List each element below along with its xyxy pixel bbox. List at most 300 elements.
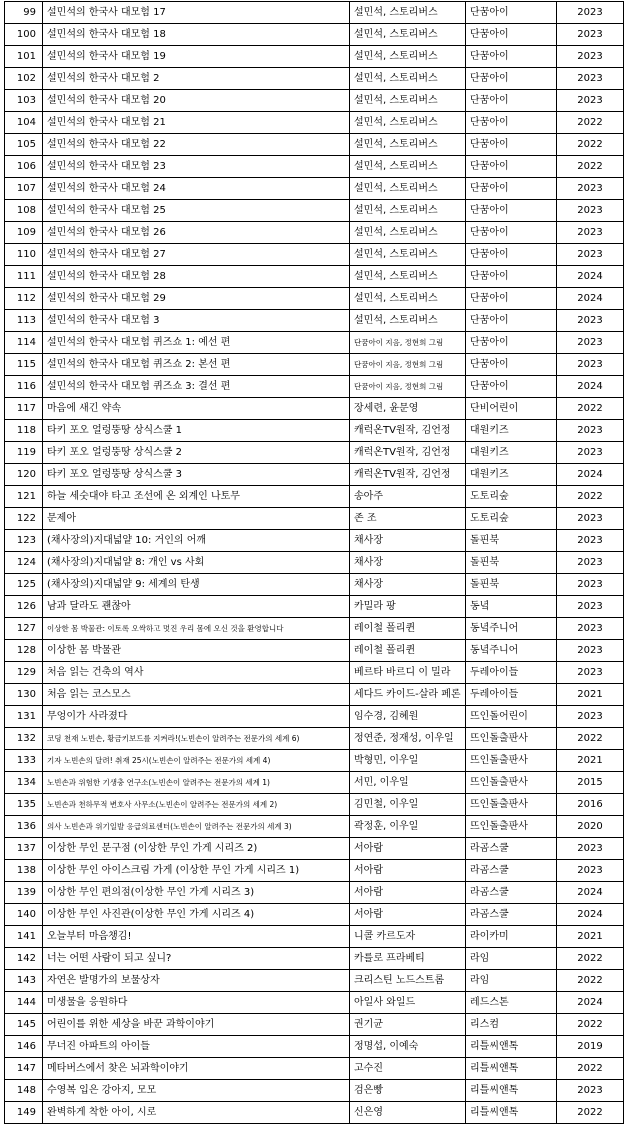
author-cell: 설민석, 스토리버스 bbox=[350, 288, 466, 310]
year-cell: 2023 bbox=[557, 552, 624, 574]
publisher-cell: 리틀씨앤톡 bbox=[466, 1036, 557, 1058]
table-row bbox=[5, 486, 624, 508]
year-cell: 2022 bbox=[557, 134, 624, 156]
author-cell: 박형민, 이우일 bbox=[350, 750, 466, 772]
row-number-cell: 112 bbox=[5, 288, 43, 310]
author-cell: 캐럭온TV원작, 김언정 bbox=[350, 442, 466, 464]
year-cell: 2015 bbox=[557, 772, 624, 794]
row-number-cell: 125 bbox=[5, 574, 43, 596]
year-cell: 2023 bbox=[557, 618, 624, 640]
publisher-cell: 동녘주니어 bbox=[466, 618, 557, 640]
publisher-cell: 두레아이들 bbox=[466, 662, 557, 684]
year-cell: 2024 bbox=[557, 904, 624, 926]
title-cell: 무너진 아파트의 아이들 bbox=[43, 1036, 350, 1058]
title-cell: 너는 어떤 사람이 되고 싶니? bbox=[43, 948, 350, 970]
row-number-cell: 100 bbox=[5, 24, 43, 46]
row-number-cell: 109 bbox=[5, 222, 43, 244]
title-cell: (채사장의)지대넓얕 9: 세계의 탄생 bbox=[43, 574, 350, 596]
table-row bbox=[5, 288, 624, 310]
year-cell: 2024 bbox=[557, 882, 624, 904]
publisher-cell: 단꿈아이 bbox=[466, 46, 557, 68]
author-cell: 채사장 bbox=[350, 574, 466, 596]
table-row bbox=[5, 420, 624, 442]
author-cell: 설민석, 스토리버스 bbox=[350, 156, 466, 178]
title-cell: (채사장의)지대넓얕 10: 거인의 어깨 bbox=[43, 530, 350, 552]
row-number-cell: 113 bbox=[5, 310, 43, 332]
year-cell: 2023 bbox=[557, 508, 624, 530]
author-cell: 단꿈아이 지음, 정현희 그림 bbox=[350, 354, 466, 376]
year-cell: 2021 bbox=[557, 926, 624, 948]
author-cell: 설민석, 스토리버스 bbox=[350, 68, 466, 90]
author-cell: 서민, 이우일 bbox=[350, 772, 466, 794]
author-cell: 레이철 폴리퀸 bbox=[350, 618, 466, 640]
table-row bbox=[5, 354, 624, 376]
title-cell: 어린이를 위한 세상을 바꾼 과학이야기 bbox=[43, 1014, 350, 1036]
row-number-cell: 102 bbox=[5, 68, 43, 90]
publisher-cell: 단꿈아이 bbox=[466, 134, 557, 156]
publisher-cell: 단꿈아이 bbox=[466, 2, 557, 24]
title-cell: 무엉이가 사라졌다 bbox=[43, 706, 350, 728]
title-cell: 설민석의 한국사 대모험 20 bbox=[43, 90, 350, 112]
title-cell: 이상한 무인 편의점(이상한 무인 가게 시리즈 3) bbox=[43, 882, 350, 904]
title-cell: 하늘 세숫대야 타고 조선에 온 외계인 나토무 bbox=[43, 486, 350, 508]
row-number-cell: 110 bbox=[5, 244, 43, 266]
title-cell: 이상한 무인 문구점 (이상한 무인 가게 시리즈 2) bbox=[43, 838, 350, 860]
year-cell: 2023 bbox=[557, 68, 624, 90]
author-cell: 캐럭온TV원작, 김언정 bbox=[350, 464, 466, 486]
year-cell: 2024 bbox=[557, 288, 624, 310]
row-number-cell: 141 bbox=[5, 926, 43, 948]
table-row bbox=[5, 24, 624, 46]
row-number-cell: 130 bbox=[5, 684, 43, 706]
publisher-cell: 단꿈아이 bbox=[466, 332, 557, 354]
title-cell: 노빈손과 위험한 기생충 연구소(노빈손이 알려주는 전문가의 세계 1) bbox=[43, 772, 350, 794]
publisher-cell: 단꿈아이 bbox=[466, 354, 557, 376]
table-row bbox=[5, 464, 624, 486]
table-row bbox=[5, 442, 624, 464]
table-row bbox=[5, 178, 624, 200]
year-cell: 2023 bbox=[557, 2, 624, 24]
table-row bbox=[5, 398, 624, 420]
year-cell: 2022 bbox=[557, 486, 624, 508]
publisher-cell: 라이카미 bbox=[466, 926, 557, 948]
author-cell: 설민석, 스토리버스 bbox=[350, 134, 466, 156]
author-cell: 설민석, 스토리버스 bbox=[350, 90, 466, 112]
row-number-cell: 132 bbox=[5, 728, 43, 750]
year-cell: 2022 bbox=[557, 1014, 624, 1036]
row-number-cell: 136 bbox=[5, 816, 43, 838]
row-number-cell: 139 bbox=[5, 882, 43, 904]
title-cell: 마음에 새긴 약속 bbox=[43, 398, 350, 420]
title-cell: 설민석의 한국사 대모험 19 bbox=[43, 46, 350, 68]
author-cell: 설민석, 스토리버스 bbox=[350, 112, 466, 134]
row-number-cell: 148 bbox=[5, 1080, 43, 1102]
publisher-cell: 리스컴 bbox=[466, 1014, 557, 1036]
title-cell: 설민석의 한국사 대모험 18 bbox=[43, 24, 350, 46]
publisher-cell: 단꿈아이 bbox=[466, 90, 557, 112]
row-number-cell: 124 bbox=[5, 552, 43, 574]
year-cell: 2022 bbox=[557, 970, 624, 992]
title-cell: 설민석의 한국사 대모험 퀴즈쇼 3: 결선 편 bbox=[43, 376, 350, 398]
table-row bbox=[5, 662, 624, 684]
year-cell: 2024 bbox=[557, 464, 624, 486]
publisher-cell: 단꿈아이 bbox=[466, 24, 557, 46]
table-row bbox=[5, 376, 624, 398]
publisher-cell: 뜨인돌출판사 bbox=[466, 816, 557, 838]
author-cell: 아일사 와일드 bbox=[350, 992, 466, 1014]
year-cell: 2023 bbox=[557, 200, 624, 222]
row-number-cell: 142 bbox=[5, 948, 43, 970]
year-cell: 2022 bbox=[557, 156, 624, 178]
publisher-cell: 단꿈아이 bbox=[466, 200, 557, 222]
publisher-cell: 단꿈아이 bbox=[466, 244, 557, 266]
book-list-table bbox=[4, 1, 624, 1124]
author-cell: 설민석, 스토리버스 bbox=[350, 266, 466, 288]
year-cell: 2023 bbox=[557, 244, 624, 266]
publisher-cell: 라곰스쿨 bbox=[466, 860, 557, 882]
table-row bbox=[5, 706, 624, 728]
row-number-cell: 127 bbox=[5, 618, 43, 640]
author-cell: 정연준, 정재성, 이우일 bbox=[350, 728, 466, 750]
table-row bbox=[5, 926, 624, 948]
title-cell: 이상한 무인 아이스크림 가게 (이상한 무인 가게 시리즈 1) bbox=[43, 860, 350, 882]
title-cell: 처음 읽는 건축의 역사 bbox=[43, 662, 350, 684]
author-cell: 임수경, 김혜원 bbox=[350, 706, 466, 728]
title-cell: 설민석의 한국사 대모험 2 bbox=[43, 68, 350, 90]
publisher-cell: 리틀씨앤톡 bbox=[466, 1102, 557, 1124]
row-number-cell: 122 bbox=[5, 508, 43, 530]
row-number-cell: 114 bbox=[5, 332, 43, 354]
row-number-cell: 144 bbox=[5, 992, 43, 1014]
title-cell: 이상한 몸 박물관: 이토록 오싹하고 멋진 우리 몸에 오신 것을 환영합니다 bbox=[43, 618, 350, 640]
author-cell: 권기균 bbox=[350, 1014, 466, 1036]
year-cell: 2024 bbox=[557, 992, 624, 1014]
year-cell: 2022 bbox=[557, 948, 624, 970]
year-cell: 2022 bbox=[557, 112, 624, 134]
year-cell: 2022 bbox=[557, 728, 624, 750]
publisher-cell: 라곰스쿨 bbox=[466, 904, 557, 926]
author-cell: 세다드 카이드-살라 페론 bbox=[350, 684, 466, 706]
year-cell: 2016 bbox=[557, 794, 624, 816]
row-number-cell: 116 bbox=[5, 376, 43, 398]
publisher-cell: 단비어린이 bbox=[466, 398, 557, 420]
publisher-cell: 단꿈아이 bbox=[466, 112, 557, 134]
table-row bbox=[5, 266, 624, 288]
table-row bbox=[5, 574, 624, 596]
title-cell: 완벽하게 착한 아이, 시로 bbox=[43, 1102, 350, 1124]
title-cell: 문제아 bbox=[43, 508, 350, 530]
year-cell: 2023 bbox=[557, 706, 624, 728]
publisher-cell: 두레아이들 bbox=[466, 684, 557, 706]
row-number-cell: 133 bbox=[5, 750, 43, 772]
year-cell: 2020 bbox=[557, 816, 624, 838]
year-cell: 2019 bbox=[557, 1036, 624, 1058]
table-row bbox=[5, 838, 624, 860]
year-cell: 2023 bbox=[557, 332, 624, 354]
title-cell: 이상한 무인 사진관(이상한 무인 가게 시리즈 4) bbox=[43, 904, 350, 926]
year-cell: 2023 bbox=[557, 860, 624, 882]
table-row bbox=[5, 728, 624, 750]
row-number-cell: 147 bbox=[5, 1058, 43, 1080]
publisher-cell: 뜨인돌출판사 bbox=[466, 750, 557, 772]
title-cell: 설민석의 한국사 대모험 퀴즈쇼 1: 예선 편 bbox=[43, 332, 350, 354]
publisher-cell: 뜨인돌어린이 bbox=[466, 706, 557, 728]
year-cell: 2023 bbox=[557, 442, 624, 464]
publisher-cell: 레드스톤 bbox=[466, 992, 557, 1014]
row-number-cell: 115 bbox=[5, 354, 43, 376]
author-cell: 정명섭, 이예숙 bbox=[350, 1036, 466, 1058]
row-number-cell: 99 bbox=[5, 2, 43, 24]
author-cell: 송아주 bbox=[350, 486, 466, 508]
title-cell: 이상한 몸 박물관 bbox=[43, 640, 350, 662]
table-row bbox=[5, 1080, 624, 1102]
year-cell: 2021 bbox=[557, 684, 624, 706]
row-number-cell: 131 bbox=[5, 706, 43, 728]
author-cell: 니콜 카르도자 bbox=[350, 926, 466, 948]
table-row bbox=[5, 46, 624, 68]
author-cell: 베르타 바르디 이 밀라 bbox=[350, 662, 466, 684]
table-row bbox=[5, 112, 624, 134]
row-number-cell: 107 bbox=[5, 178, 43, 200]
year-cell: 2023 bbox=[557, 420, 624, 442]
publisher-cell: 동녘 bbox=[466, 596, 557, 618]
table-row bbox=[5, 684, 624, 706]
table-row bbox=[5, 904, 624, 926]
author-cell: 설민석, 스토리버스 bbox=[350, 244, 466, 266]
publisher-cell: 동녘주니어 bbox=[466, 640, 557, 662]
row-number-cell: 108 bbox=[5, 200, 43, 222]
row-number-cell: 135 bbox=[5, 794, 43, 816]
author-cell: 신은영 bbox=[350, 1102, 466, 1124]
title-cell: 타키 포오 얼렁뚱땅 상식스쿨 2 bbox=[43, 442, 350, 464]
title-cell: 설민석의 한국사 대모험 26 bbox=[43, 222, 350, 244]
table-row bbox=[5, 970, 624, 992]
author-cell: 설민석, 스토리버스 bbox=[350, 200, 466, 222]
author-cell: 단꿈아이 지음, 정현희 그림 bbox=[350, 376, 466, 398]
author-cell: 곽정훈, 이우일 bbox=[350, 816, 466, 838]
year-cell: 2023 bbox=[557, 90, 624, 112]
publisher-cell: 리틀씨앤톡 bbox=[466, 1058, 557, 1080]
title-cell: 코딩 천재 노빈손, 황금키보드를 지켜라!(노빈손이 알려주는 전문가의 세계 6) bbox=[43, 728, 350, 750]
publisher-cell: 리틀씨앤톡 bbox=[466, 1080, 557, 1102]
author-cell: 김민철, 이우일 bbox=[350, 794, 466, 816]
year-cell: 2023 bbox=[557, 640, 624, 662]
row-number-cell: 140 bbox=[5, 904, 43, 926]
publisher-cell: 단꿈아이 bbox=[466, 156, 557, 178]
row-number-cell: 149 bbox=[5, 1102, 43, 1124]
row-number-cell: 118 bbox=[5, 420, 43, 442]
table-row bbox=[5, 948, 624, 970]
publisher-cell: 단꿈아이 bbox=[466, 222, 557, 244]
row-number-cell: 117 bbox=[5, 398, 43, 420]
year-cell: 2023 bbox=[557, 1080, 624, 1102]
publisher-cell: 단꿈아이 bbox=[466, 178, 557, 200]
publisher-cell: 대원키즈 bbox=[466, 420, 557, 442]
author-cell: 서아람 bbox=[350, 860, 466, 882]
publisher-cell: 돌핀북 bbox=[466, 574, 557, 596]
row-number-cell: 104 bbox=[5, 112, 43, 134]
publisher-cell: 뜨인돌출판사 bbox=[466, 794, 557, 816]
publisher-cell: 단꿈아이 bbox=[466, 288, 557, 310]
publisher-cell: 단꿈아이 bbox=[466, 376, 557, 398]
author-cell: 설민석, 스토리버스 bbox=[350, 2, 466, 24]
table-row bbox=[5, 772, 624, 794]
table-row bbox=[5, 750, 624, 772]
table-row bbox=[5, 860, 624, 882]
title-cell: 수영복 입은 강아지, 모모 bbox=[43, 1080, 350, 1102]
year-cell: 2023 bbox=[557, 596, 624, 618]
year-cell: 2023 bbox=[557, 574, 624, 596]
row-number-cell: 123 bbox=[5, 530, 43, 552]
author-cell: 채사장 bbox=[350, 552, 466, 574]
title-cell: 설민석의 한국사 대모험 29 bbox=[43, 288, 350, 310]
title-cell: 남과 달라도 괜찮아 bbox=[43, 596, 350, 618]
publisher-cell: 단꿈아이 bbox=[466, 68, 557, 90]
table-row bbox=[5, 2, 624, 24]
publisher-cell: 라임 bbox=[466, 970, 557, 992]
title-cell: 타키 포오 얼렁뚱땅 상식스쿨 3 bbox=[43, 464, 350, 486]
publisher-cell: 라곰스쿨 bbox=[466, 838, 557, 860]
publisher-cell: 단꿈아이 bbox=[466, 266, 557, 288]
author-cell: 검은빵 bbox=[350, 1080, 466, 1102]
author-cell: 고수진 bbox=[350, 1058, 466, 1080]
row-number-cell: 128 bbox=[5, 640, 43, 662]
table-row bbox=[5, 530, 624, 552]
publisher-cell: 대원키즈 bbox=[466, 442, 557, 464]
title-cell: 노빈손과 천하무적 변호사 사무소(노빈손이 알려주는 전문가의 세계 2) bbox=[43, 794, 350, 816]
table-row bbox=[5, 794, 624, 816]
table-row bbox=[5, 90, 624, 112]
table-row bbox=[5, 156, 624, 178]
title-cell: 처음 읽는 코스모스 bbox=[43, 684, 350, 706]
row-number-cell: 134 bbox=[5, 772, 43, 794]
year-cell: 2023 bbox=[557, 178, 624, 200]
author-cell: 단꿈아이 지음, 정현희 그림 bbox=[350, 332, 466, 354]
title-cell: 설민석의 한국사 대모험 25 bbox=[43, 200, 350, 222]
title-cell: 기자 노빈손의 달려! 취재 25시(노빈손이 알려주는 전문가의 세계 4) bbox=[43, 750, 350, 772]
title-cell: 설민석의 한국사 대모험 17 bbox=[43, 2, 350, 24]
publisher-cell: 돌핀북 bbox=[466, 552, 557, 574]
year-cell: 2023 bbox=[557, 354, 624, 376]
table-row bbox=[5, 68, 624, 90]
publisher-cell: 도토리숲 bbox=[466, 508, 557, 530]
year-cell: 2023 bbox=[557, 530, 624, 552]
author-cell: 레이철 폴리퀸 bbox=[350, 640, 466, 662]
author-cell: 설민석, 스토리버스 bbox=[350, 310, 466, 332]
author-cell: 설민석, 스토리버스 bbox=[350, 46, 466, 68]
book-list-body bbox=[5, 2, 624, 1124]
publisher-cell: 뜨인돌출판사 bbox=[466, 772, 557, 794]
publisher-cell: 대원키즈 bbox=[466, 464, 557, 486]
title-cell: 의사 노빈손과 위기일발 응급의료센터(노빈손이 알려주는 전문가의 세계 3) bbox=[43, 816, 350, 838]
row-number-cell: 120 bbox=[5, 464, 43, 486]
title-cell: 메타버스에서 찾은 뇌과학이야기 bbox=[43, 1058, 350, 1080]
title-cell: 설민석의 한국사 대모험 퀴즈쇼 2: 본선 편 bbox=[43, 354, 350, 376]
author-cell: 캐럭온TV원작, 김언정 bbox=[350, 420, 466, 442]
row-number-cell: 137 bbox=[5, 838, 43, 860]
table-row bbox=[5, 310, 624, 332]
year-cell: 2023 bbox=[557, 46, 624, 68]
row-number-cell: 121 bbox=[5, 486, 43, 508]
publisher-cell: 단꿈아이 bbox=[466, 310, 557, 332]
title-cell: 자연은 발명가의 보물상자 bbox=[43, 970, 350, 992]
row-number-cell: 126 bbox=[5, 596, 43, 618]
title-cell: 미생물을 응원하다 bbox=[43, 992, 350, 1014]
table-row bbox=[5, 508, 624, 530]
table-row bbox=[5, 1102, 624, 1124]
author-cell: 채사장 bbox=[350, 530, 466, 552]
table-row bbox=[5, 1036, 624, 1058]
title-cell: 설민석의 한국사 대모험 27 bbox=[43, 244, 350, 266]
year-cell: 2023 bbox=[557, 222, 624, 244]
year-cell: 2023 bbox=[557, 662, 624, 684]
row-number-cell: 106 bbox=[5, 156, 43, 178]
title-cell: 설민석의 한국사 대모험 3 bbox=[43, 310, 350, 332]
title-cell: 설민석의 한국사 대모험 21 bbox=[43, 112, 350, 134]
title-cell: 설민석의 한국사 대모험 28 bbox=[43, 266, 350, 288]
year-cell: 2024 bbox=[557, 266, 624, 288]
table-row bbox=[5, 992, 624, 1014]
author-cell: 카를로 프라베티 bbox=[350, 948, 466, 970]
title-cell: 설민석의 한국사 대모험 24 bbox=[43, 178, 350, 200]
year-cell: 2022 bbox=[557, 398, 624, 420]
title-cell: (채사장의)지대넓얕 8: 개인 vs 사회 bbox=[43, 552, 350, 574]
row-number-cell: 129 bbox=[5, 662, 43, 684]
year-cell: 2022 bbox=[557, 1102, 624, 1124]
author-cell: 장세련, 윤문영 bbox=[350, 398, 466, 420]
year-cell: 2023 bbox=[557, 838, 624, 860]
year-cell: 2023 bbox=[557, 310, 624, 332]
year-cell: 2022 bbox=[557, 1058, 624, 1080]
author-cell: 서아람 bbox=[350, 882, 466, 904]
year-cell: 2023 bbox=[557, 24, 624, 46]
table-row bbox=[5, 640, 624, 662]
row-number-cell: 145 bbox=[5, 1014, 43, 1036]
row-number-cell: 146 bbox=[5, 1036, 43, 1058]
table-row bbox=[5, 882, 624, 904]
title-cell: 타키 포오 얼렁뚱땅 상식스쿨 1 bbox=[43, 420, 350, 442]
author-cell: 설민석, 스토리버스 bbox=[350, 24, 466, 46]
title-cell: 설민석의 한국사 대모험 23 bbox=[43, 156, 350, 178]
table-row bbox=[5, 134, 624, 156]
title-cell: 오늘부터 마음챙김! bbox=[43, 926, 350, 948]
author-cell: 카밀라 팡 bbox=[350, 596, 466, 618]
year-cell: 2021 bbox=[557, 750, 624, 772]
author-cell: 설민석, 스토리버스 bbox=[350, 222, 466, 244]
row-number-cell: 101 bbox=[5, 46, 43, 68]
publisher-cell: 돌핀북 bbox=[466, 530, 557, 552]
author-cell: 서아람 bbox=[350, 904, 466, 926]
row-number-cell: 138 bbox=[5, 860, 43, 882]
publisher-cell: 라임 bbox=[466, 948, 557, 970]
row-number-cell: 119 bbox=[5, 442, 43, 464]
table-row bbox=[5, 552, 624, 574]
publisher-cell: 뜨인돌출판사 bbox=[466, 728, 557, 750]
title-cell: 설민석의 한국사 대모험 22 bbox=[43, 134, 350, 156]
publisher-cell: 도토리숲 bbox=[466, 486, 557, 508]
table-row bbox=[5, 618, 624, 640]
table-row bbox=[5, 244, 624, 266]
table-row bbox=[5, 1014, 624, 1036]
table-row bbox=[5, 816, 624, 838]
year-cell: 2024 bbox=[557, 376, 624, 398]
row-number-cell: 111 bbox=[5, 266, 43, 288]
row-number-cell: 103 bbox=[5, 90, 43, 112]
table-row bbox=[5, 200, 624, 222]
table-row bbox=[5, 332, 624, 354]
table-row bbox=[5, 1058, 624, 1080]
author-cell: 존 조 bbox=[350, 508, 466, 530]
